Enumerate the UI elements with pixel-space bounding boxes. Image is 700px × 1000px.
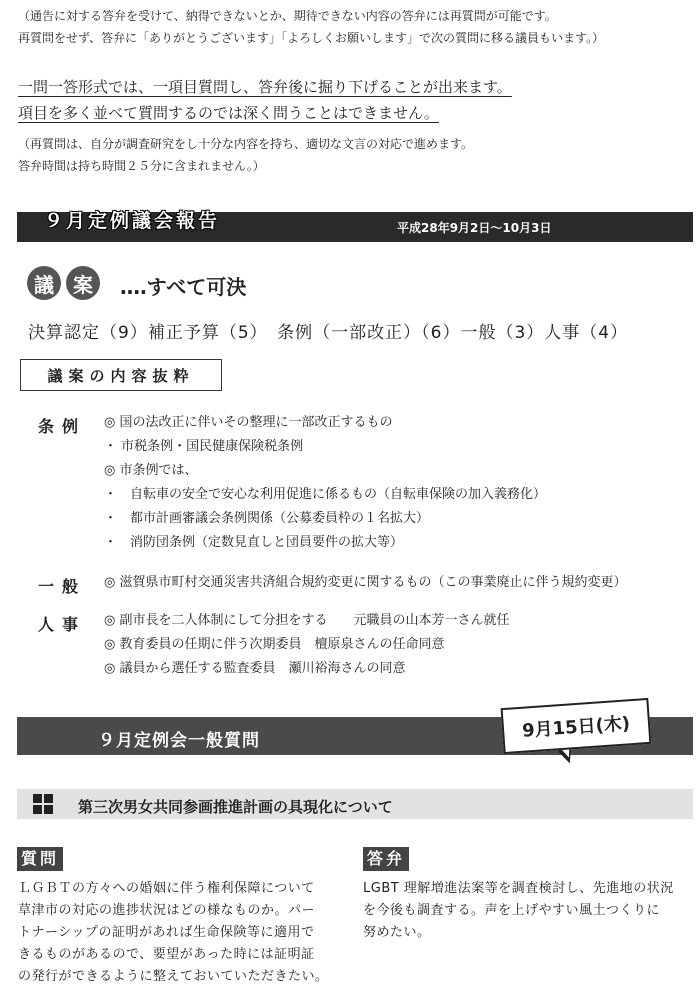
intro-underline-1: 一問一答形式では、一項目質問し、答弁後に掘り下げることが出来ます。: [18, 78, 512, 96]
answer-line: 努めたい。: [363, 925, 431, 940]
jinji-item: ◎ 副市長を二人体制にして分担をする 元職員の山本芳一さん就任: [104, 613, 510, 628]
intro-note-2: 答弁時間は持ち時間２５分に含まれません。）: [18, 159, 265, 173]
topic-title: 第三次男女共同参画推進計画の具現化について: [78, 798, 393, 816]
jorei-item: ◎ 国の法改正に伴いその整理に一部改正するもの: [104, 415, 393, 430]
ippan-item: ◎ 滋賀県市町村交通災害共済組合規約変更に関するもの（この事業廃止に伴う規約変更）: [104, 575, 627, 590]
answer-text: [363, 878, 695, 944]
answer-label: 答弁: [367, 849, 406, 868]
gian-char-2-badge: 案: [66, 266, 100, 300]
gian-categories: 決算認定（9）補正予算（5） 条例（一部改正）（6）一般（3）人事（4）: [28, 323, 629, 343]
intro-line-1: （通告に対する答弁を受けて、納得できないとか、期待できない内容の答弁には再質問が可能です。: [18, 9, 557, 23]
intro-line-2: 再質問をせず、答弁に「ありがとうございます」「よろしくお願いします」で次の質問に移る議員もいます。）: [18, 31, 605, 45]
question-line: 草津市の対応の進捗状況はどの様なものか。パー: [18, 903, 316, 918]
grid-square-icon: [33, 794, 53, 814]
question-label-badge: [17, 847, 63, 871]
intro-note-1: （再質問は、自分が調査研究をし十分な内容を持ち、適切な文言の対応で進めます。: [18, 137, 474, 151]
report-date: 平成28年9月2日～10月3日: [397, 221, 552, 235]
gian-char-1-badge: 議: [27, 266, 61, 300]
section-label-jinji: 人事: [38, 615, 87, 634]
question-label: 質問: [21, 849, 60, 868]
question-line: の発行ができるように整えておいていただきたい。: [18, 969, 329, 984]
date-bubble: 9月15日(木): [501, 698, 652, 754]
section-label-ippan: 一般: [38, 577, 87, 596]
answer-line: を今後も調査する。声を上げやすい風土つくりに: [363, 903, 661, 918]
content-excerpt-box: 議案の内容抜粋: [20, 359, 222, 391]
general-question-title: ９月定例会一般質問: [98, 731, 260, 751]
answer-line: LGBT 理解増進法案等を調査検討し、先進地の状況: [363, 881, 674, 896]
gian-result: ‥‥すべて可決: [120, 275, 247, 299]
answer-label-badge: [363, 847, 409, 871]
jinji-item: ◎ 議員から選任する監査委員 瀬川裕海さんの同意: [104, 661, 406, 676]
jorei-item: ・ 都市計画審議会条例関係（公募委員枠の１名拡大）: [104, 511, 430, 526]
section-label-jorei: 条例: [38, 417, 87, 436]
jorei-item: ・ 自転車の安全で安心な利用促進に係るもの（自転車保険の加入義務化）: [104, 487, 547, 502]
intro-underline-2: 項目を多く並べて質問するのでは深く問うことはできません。: [18, 104, 439, 122]
question-text: [18, 878, 353, 988]
question-line: トナーシップの証明があれば生命保険等に適用で: [18, 925, 315, 940]
jorei-item: ・ 消防団条例（定数見直しと団員要件の拡大等）: [104, 535, 404, 550]
question-line: きるものがあるので、要望があった時には証明証: [18, 947, 315, 962]
jorei-item: ・ 市税条例・国民健康保険税条例: [104, 439, 304, 454]
jorei-item: ◎ 市条例では、: [104, 463, 198, 478]
jinji-item: ◎ 教育委員の任期に伴う次期委員 檀原泉さんの任命同意: [104, 637, 445, 652]
report-title: ９月定例議会報告: [44, 210, 221, 232]
question-line: ＬＧＢＴの方々への婚姻に伴う権利保障について: [18, 881, 315, 896]
